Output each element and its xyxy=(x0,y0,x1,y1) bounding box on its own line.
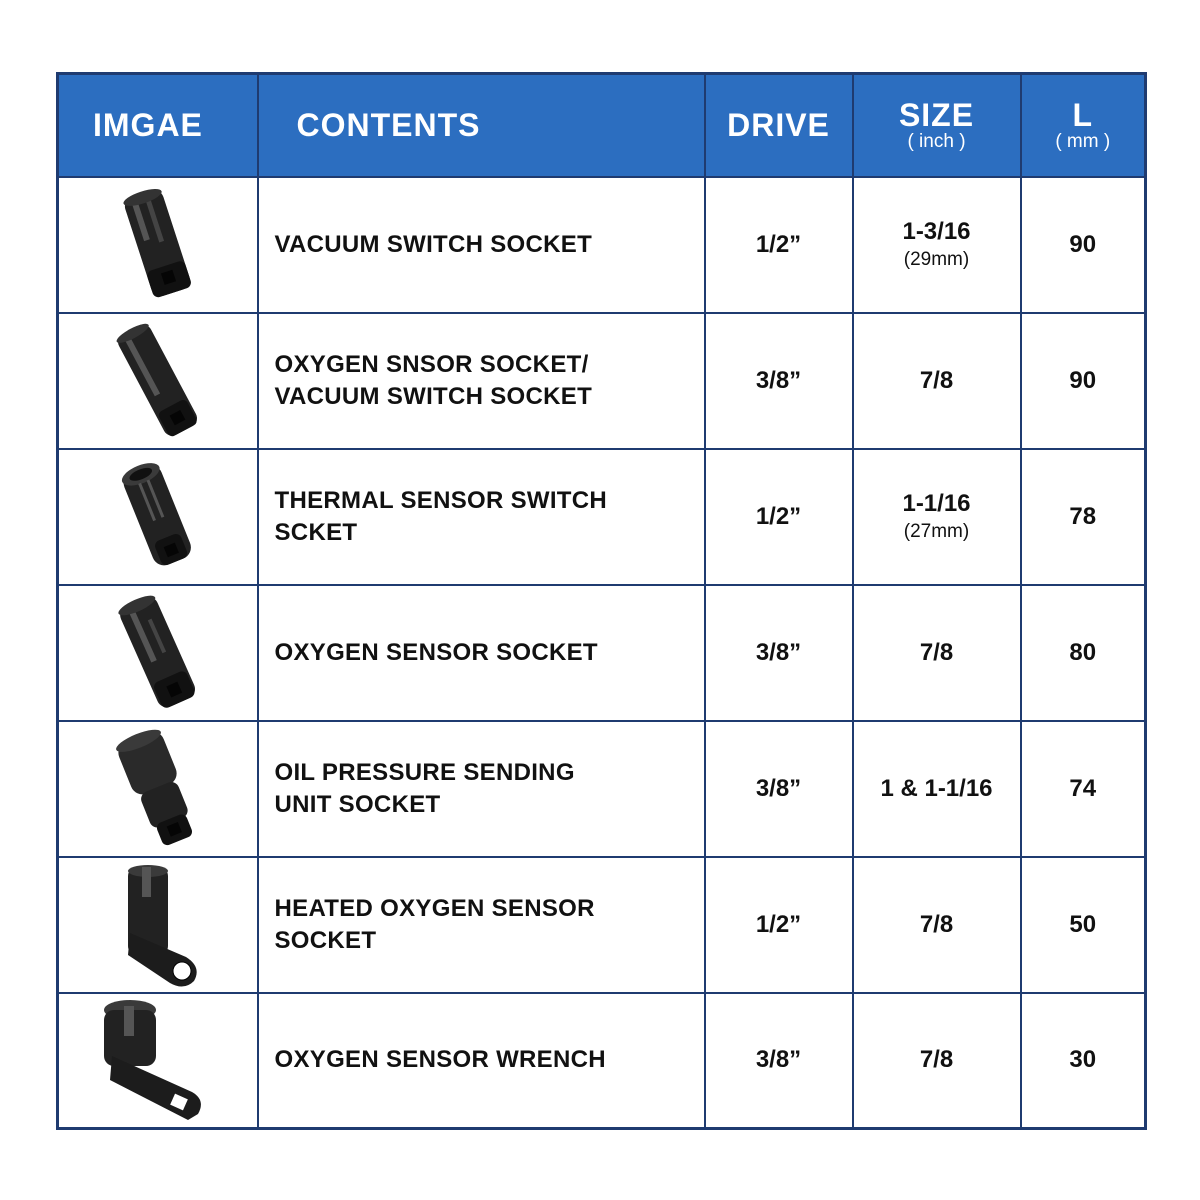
thermal-sensor-switch-socket-icon xyxy=(98,453,218,581)
row-size: 1 & 1-1/16 xyxy=(853,721,1021,857)
row-contents: HEATED OXYGEN SENSOR SOCKET xyxy=(258,857,705,993)
row-drive: 1/2” xyxy=(705,177,853,313)
header-row xyxy=(58,74,1146,177)
oxygen-sensor-wrench-icon xyxy=(88,996,228,1124)
header-length-unit: ( mm ) xyxy=(1055,131,1111,153)
table-row xyxy=(58,857,1146,993)
row-contents: OXYGEN SNSOR SOCKET/ VACUUM SWITCH SOCKET xyxy=(258,313,705,449)
header-contents: CONTENTS xyxy=(258,74,705,177)
header-length xyxy=(1021,74,1146,177)
header-size-unit: ( inch ) xyxy=(907,131,966,153)
row-image xyxy=(58,585,258,721)
row-size: 7/8 xyxy=(853,585,1021,721)
heated-oxygen-sensor-socket-icon xyxy=(98,861,218,989)
row-size: 7/8 xyxy=(853,313,1021,449)
row-drive: 3/8” xyxy=(705,993,853,1129)
oxygen-sensor-vacuum-switch-socket-icon xyxy=(98,317,218,445)
row-image xyxy=(58,449,258,585)
row-length: 80 xyxy=(1021,585,1146,721)
oil-pressure-socket-icon xyxy=(98,725,218,853)
row-drive: 1/2” xyxy=(705,857,853,993)
row-contents: OXYGEN SENSOR SOCKET xyxy=(258,585,705,721)
table-row xyxy=(58,721,1146,857)
table-row xyxy=(58,177,1146,313)
row-contents: VACUUM SWITCH SOCKET xyxy=(258,177,705,313)
row-size: 1-1/16 (27mm) xyxy=(853,449,1021,585)
header-image: IMGAE xyxy=(58,74,258,177)
table-row xyxy=(58,585,1146,721)
row-image xyxy=(58,721,258,857)
oxygen-sensor-socket-icon xyxy=(98,589,218,717)
row-drive: 1/2” xyxy=(705,449,853,585)
row-length: 30 xyxy=(1021,993,1146,1129)
table-row xyxy=(58,313,1146,449)
header-size-label: SIZE xyxy=(898,97,975,134)
row-length: 90 xyxy=(1021,177,1146,313)
header-drive: DRIVE xyxy=(705,74,853,177)
row-length: 90 xyxy=(1021,313,1146,449)
header-length-label: L xyxy=(1072,97,1094,134)
row-image xyxy=(58,177,258,313)
table-row xyxy=(58,449,1146,585)
row-size: 7/8 xyxy=(853,993,1021,1129)
row-image xyxy=(58,313,258,449)
row-length: 50 xyxy=(1021,857,1146,993)
row-length: 78 xyxy=(1021,449,1146,585)
row-size: 7/8 xyxy=(853,857,1021,993)
row-size: 1-3/16 (29mm) xyxy=(853,177,1021,313)
vacuum-switch-socket-icon xyxy=(98,181,218,309)
table-row xyxy=(58,993,1146,1129)
header-size xyxy=(853,74,1021,177)
row-drive: 3/8” xyxy=(705,721,853,857)
row-contents: OIL PRESSURE SENDING UNIT SOCKET xyxy=(258,721,705,857)
row-contents: THERMAL SENSOR SWITCH SCKET xyxy=(258,449,705,585)
row-length: 74 xyxy=(1021,721,1146,857)
row-drive: 3/8” xyxy=(705,313,853,449)
row-image xyxy=(58,857,258,993)
socket-spec-table xyxy=(56,72,1147,1130)
row-image xyxy=(58,993,258,1129)
row-contents: OXYGEN SENSOR WRENCH xyxy=(258,993,705,1129)
row-drive: 3/8” xyxy=(705,585,853,721)
